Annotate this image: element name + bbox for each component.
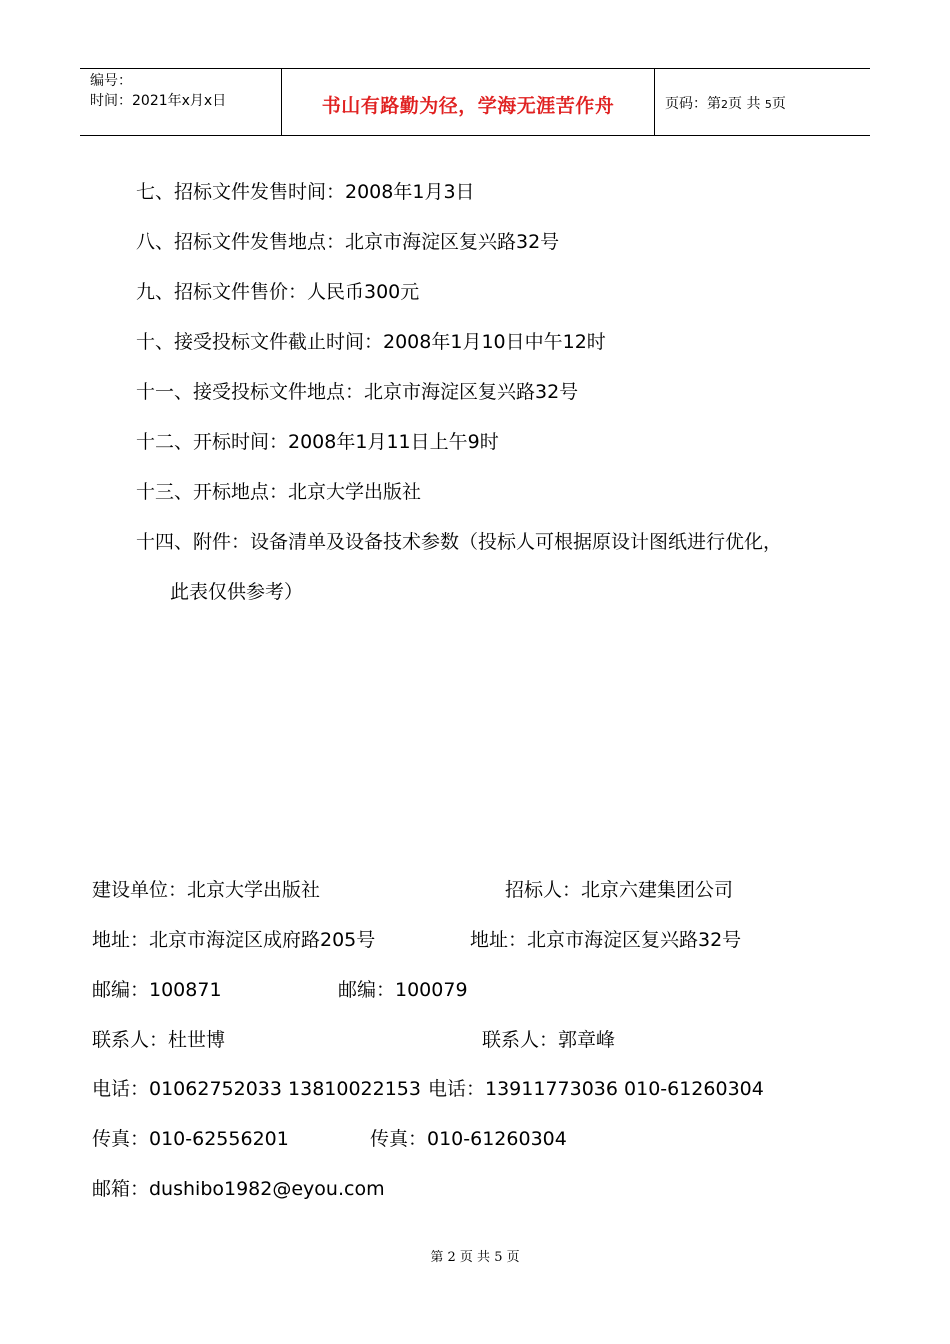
- item-price: 九、招标文件售价：人民币300元: [136, 281, 420, 303]
- item-attachment-cont: 此表仅供参考）: [170, 581, 304, 603]
- motto: 书山有路勤为径，学海无涯苦作舟: [321, 95, 615, 117]
- item-sale-location: 八、招标文件发售地点：北京市海淀区复兴路32号: [136, 231, 560, 253]
- contact-left-fax: 传真：010-62556201: [92, 1128, 289, 1150]
- contact-left-unit: 建设单位：北京大学出版社: [92, 879, 321, 901]
- header-motto-cell: [282, 69, 655, 135]
- item-submit-location: 十一、接受投标文件地点：北京市海淀区复兴路32号: [136, 381, 579, 403]
- contact-right-fax: 传真：010-61260304: [370, 1128, 567, 1150]
- page-number-label: 页码：第2页 共 5页: [665, 96, 786, 112]
- header-page-cell: [655, 69, 870, 135]
- item-sale-time: 七、招标文件发售时间：2008年1月3日: [136, 181, 475, 203]
- contact-right-postcode: 邮编：100079: [338, 979, 468, 1001]
- date-label: 时间：2021年x月x日: [90, 93, 227, 109]
- item-opening-time: 十二、开标时间：2008年1月11日上午9时: [136, 431, 499, 453]
- item-opening-location: 十三、开标地点：北京大学出版社: [136, 481, 422, 503]
- contact-right-phone: 电话：13911773036 010-61260304: [428, 1078, 764, 1100]
- contact-left-person: 联系人：杜世博: [92, 1029, 226, 1051]
- item-deadline: 十、接受投标文件截止时间：2008年1月10日中午12时: [136, 331, 606, 353]
- item-attachment: 十四、附件：设备清单及设备技术参数（投标人可根据原设计图纸进行优化，: [136, 531, 783, 553]
- contact-right-address: 地址：北京市海淀区复兴路32号: [470, 929, 742, 951]
- page-header: [80, 68, 870, 136]
- contact-left-address: 地址：北京市海淀区成府路205号: [92, 929, 376, 951]
- header-meta: [80, 69, 282, 135]
- contact-right-unit: 招标人：北京六建集团公司: [505, 879, 734, 901]
- serial-label: 编号：: [90, 73, 132, 89]
- contact-left-postcode: 邮编：100871: [92, 979, 222, 1001]
- page-footer: 第 2 页 共 5 页: [430, 1250, 520, 1265]
- contact-left-phone: 电话：01062752033 13810022153: [92, 1078, 421, 1100]
- contact-email: 邮箱：dushibo1982@eyou.com: [92, 1178, 385, 1200]
- contact-right-person: 联系人：郭章峰: [482, 1029, 616, 1051]
